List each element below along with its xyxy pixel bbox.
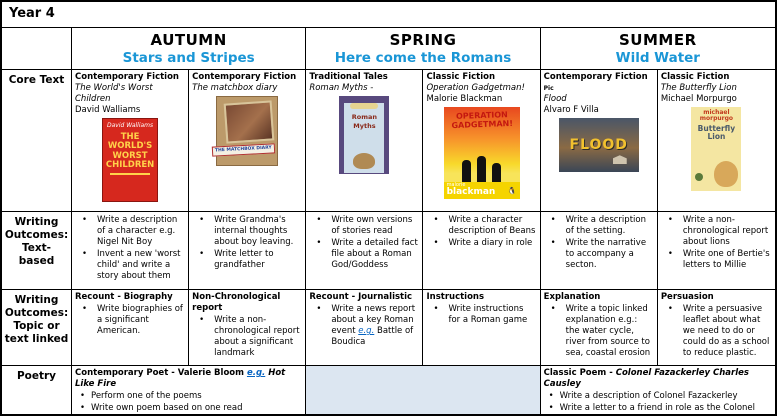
- cover-title-text: Butterfly Lion: [697, 123, 736, 141]
- core-text-cell: [541, 70, 658, 212]
- term-header-autumn: [72, 28, 306, 70]
- term-name-autumn: AUTUMN: [150, 31, 227, 49]
- book-genre: Contemporary Fiction: [75, 72, 179, 82]
- outcome-list: [426, 215, 536, 249]
- book-title: Flood: [543, 94, 567, 105]
- topic-cell: [306, 290, 423, 366]
- topic-cell: [658, 290, 775, 366]
- topic-cell: [189, 290, 306, 366]
- core-text-cell: [658, 70, 775, 212]
- book-cover-operation-gadgetman: [444, 107, 520, 199]
- cover-rule: [110, 173, 150, 175]
- outcome-item: • Write one of Bertie's letters to Millie: [661, 249, 772, 271]
- outcome-item: • Write a letter to a friend in role as the Colonel: [544, 403, 772, 414]
- outcome-item: • Write a character description of Beans: [426, 215, 536, 237]
- page-title: Year 4: [2, 2, 775, 28]
- genre-heading: Persuasion: [660, 292, 714, 302]
- row-label-core-text: Core Text: [2, 70, 72, 212]
- cover-author-text: michael morpurgo: [699, 109, 734, 123]
- core-text-cell: [306, 70, 423, 212]
- cover-title-text: OPERATION GADGETMAN!: [450, 110, 513, 131]
- outcome-list: [192, 315, 302, 359]
- term-name-spring: SPRING: [389, 31, 457, 49]
- penguin-logo-icon: 🐧: [507, 187, 517, 196]
- outcome-list: [309, 304, 419, 348]
- outcome-item: • Write Grandma's internal thoughts about boy leaving.: [192, 215, 302, 248]
- outcome-item: • Write the narrative to accompany a secton.: [544, 238, 654, 271]
- silhouette: [462, 160, 471, 182]
- outcome-list: [544, 391, 772, 414]
- book-cover-butterfly-lion: [691, 107, 741, 191]
- cover-title-text: THE WORLD'S WORST CHILDREN: [105, 131, 155, 171]
- cover-photo: [224, 100, 275, 143]
- poetry-summer-cell: [541, 366, 775, 414]
- term-header-spring: [306, 28, 540, 70]
- term-theme-autumn: Stars and Stripes: [122, 50, 255, 66]
- wolf-illustration: [353, 153, 375, 169]
- outcome-item: • Write own versions of stories read: [309, 215, 419, 237]
- cover-title-text: FLOOD: [569, 137, 628, 154]
- outcome-list: [544, 215, 654, 271]
- outcome-item: • Write a description of Colonel Fazackerley: [544, 391, 772, 402]
- text-based-cell: [72, 212, 189, 290]
- outcome-item: • Perform one of the poems: [75, 391, 302, 402]
- row-label-topic-linked: Writing Outcomes: Topic or text linked: [2, 290, 72, 366]
- eg-link: e.g.: [246, 368, 266, 378]
- row-label-poetry: Poetry: [2, 366, 72, 414]
- tree-illustration: [695, 173, 703, 181]
- genre-suffix: Pic: [543, 85, 554, 93]
- outcome-item: • Write a non-chronological report about a significant landmark: [192, 315, 302, 359]
- text-based-cell: [306, 212, 423, 290]
- book-cover-roman-myths: [339, 96, 389, 174]
- book-cover-matchbox-diary: [216, 96, 278, 166]
- core-text-cell: [189, 70, 306, 212]
- cover-author-first: malorie: [446, 182, 466, 189]
- outcome-item: • Write a non-chronological report about lions: [661, 215, 772, 248]
- book-title: Roman Myths -: [309, 83, 374, 94]
- topic-cell: [541, 290, 658, 366]
- outcome-item: • Write own poem based on one read: [75, 403, 302, 414]
- book-author: David Walliams: [75, 105, 141, 116]
- outcome-list: [192, 215, 302, 271]
- lion-illustration: [714, 161, 738, 187]
- outcome-item: • Write a detailed fact file about a Roman God/Goddess: [309, 238, 419, 271]
- poetry-heading: Contemporary Poet - Valerie Bloom e.g. Hot Like Fire: [75, 368, 286, 390]
- outcome-item: • Invent a new 'worst child' and write a story about them: [75, 249, 185, 282]
- text-based-cell: [189, 212, 306, 290]
- outcome-item: • Write a persuasive leaflet about what we need to do or could do as a school to reduce plastic.: [661, 304, 772, 359]
- outcome-item: • Write instructions for a Roman game: [426, 304, 536, 326]
- book-genre: Classic Fiction: [660, 72, 730, 82]
- genre-heading: Non-Chronological report: [192, 292, 281, 314]
- book-genre: Traditional Tales: [309, 72, 388, 82]
- term-header-summer: [541, 28, 775, 70]
- term-name-summer: SUMMER: [619, 31, 697, 49]
- poetry-autumn-cell: [72, 366, 306, 414]
- outcome-item: • Write a diary in role: [426, 238, 536, 249]
- text-based-cell: [541, 212, 658, 290]
- cover-inner: [344, 103, 384, 173]
- outcome-list: [75, 391, 302, 414]
- poetry-spring-cell-empty: [306, 366, 540, 414]
- silhouette-figures: [444, 152, 520, 182]
- poetry-heading: Classic Poem - Colonel Fazackerley Charles Causley: [543, 368, 749, 390]
- silhouette: [477, 156, 486, 182]
- topic-cell: [72, 290, 189, 366]
- book-genre: Contemporary Fiction Pic: [543, 72, 648, 93]
- outcome-item: • Write a description of the setting.: [544, 215, 654, 237]
- row-label-text-based: Writing Outcomes: Text- based: [2, 212, 72, 290]
- outcome-list: [309, 215, 419, 271]
- book-genre: Contemporary Fiction: [192, 72, 297, 82]
- term-theme-summer: Wild Water: [615, 50, 700, 66]
- outcome-list: [661, 215, 772, 271]
- term-theme-spring: Here come the Romans: [334, 50, 512, 66]
- outcome-list: [75, 215, 185, 282]
- cover-author-last: blackman: [446, 187, 496, 198]
- book-title: Operation Gadgetman!: [426, 83, 525, 94]
- outcome-item: • Write a topic linked explanation e.g.: the water cycle, river from source to sea, coastal erosion: [544, 304, 654, 359]
- book-title: The matchbox diary: [192, 83, 278, 94]
- genre-heading: Recount - Biography: [75, 292, 173, 302]
- book-cover-worlds-worst-children: [102, 118, 158, 202]
- outcome-list: [75, 304, 185, 337]
- book-title: The World's Worst Children: [75, 83, 153, 105]
- book-author: Malorie Blackman: [426, 94, 503, 105]
- silhouette: [492, 163, 501, 182]
- core-text-cell: [72, 70, 189, 212]
- book-cover-flood: [559, 118, 639, 172]
- outcome-item: • Write letter to grandfather: [192, 249, 302, 271]
- house-illustration: [613, 155, 627, 164]
- cover-author-strip: [444, 182, 520, 199]
- text-based-cell: [658, 212, 775, 290]
- outcome-list: [661, 304, 772, 359]
- eg-link: e.g.: [358, 326, 375, 337]
- outcome-item: • Write a description of a character e.g. Nigel Nit Boy: [75, 215, 185, 248]
- topic-cell: [423, 290, 540, 366]
- cover-title-text: Roman Myths: [351, 113, 378, 130]
- genre-heading: Recount - Journalistic: [309, 292, 413, 302]
- cover-label-text: THE MATCHBOX DIARY: [211, 144, 274, 157]
- genre-heading: Instructions: [426, 292, 485, 302]
- book-genre: Classic Fiction: [426, 72, 496, 82]
- cover-author-text: David Walliams: [106, 122, 154, 130]
- outcome-item: • Write a news report about a key Roman event e.g. Battle of Boudica: [309, 304, 419, 348]
- book-author: Alvaro F Villa: [543, 105, 599, 116]
- outcome-item: • Write biographies of a significant American.: [75, 304, 185, 337]
- outcome-list: [544, 304, 654, 359]
- core-text-cell: [423, 70, 540, 212]
- text-based-cell: [423, 212, 540, 290]
- book-author: Michael Morpurgo: [660, 94, 737, 105]
- book-title: The Butterfly Lion: [660, 83, 737, 94]
- genre-heading: Explanation: [543, 292, 601, 302]
- cover-banner: [350, 103, 378, 109]
- corner-cell: [2, 28, 72, 70]
- outcome-list: [426, 304, 536, 326]
